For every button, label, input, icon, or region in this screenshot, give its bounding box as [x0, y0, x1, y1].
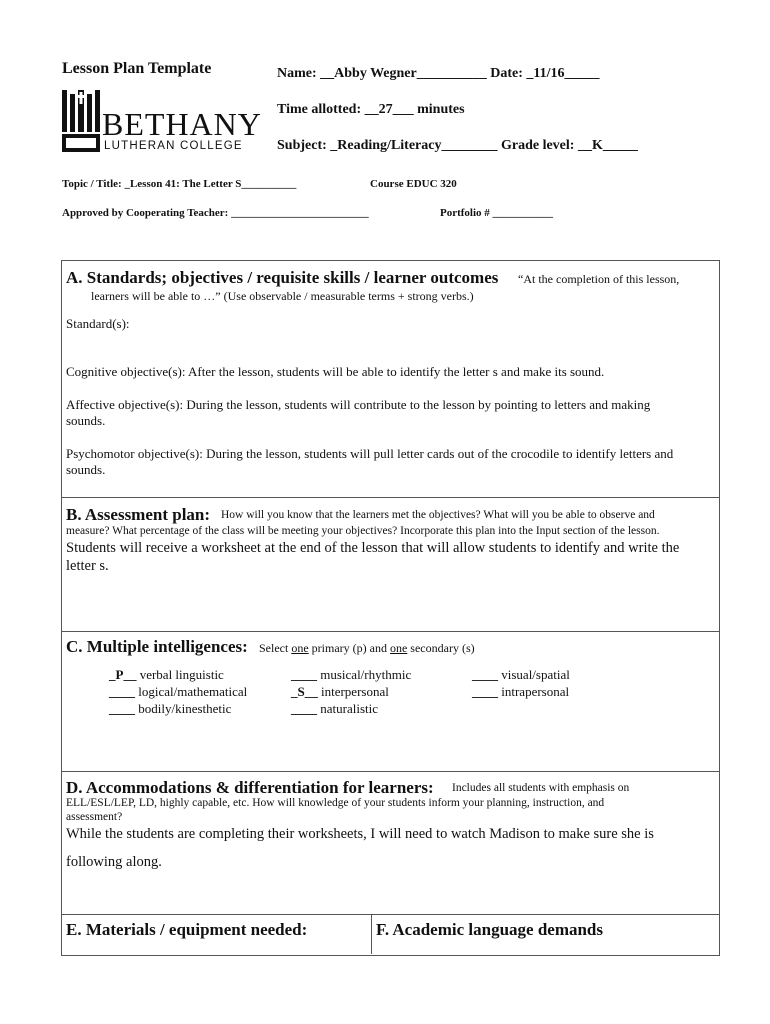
- mi-label: naturalistic: [317, 701, 379, 716]
- mi-label: interpersonal: [317, 684, 389, 699]
- section-a-heading: A. Standards; objectives / requisite skills / learner outcomes: [66, 268, 499, 287]
- mi-mark: ____: [472, 667, 498, 682]
- mi-intrapersonal: [472, 684, 569, 700]
- mi-mark: ____: [109, 684, 135, 699]
- psychomotor-objective-cont: sounds.: [66, 462, 106, 477]
- mi-mark: ____: [291, 701, 317, 716]
- section-c-prompt: [259, 641, 475, 656]
- logo-wordmark: BETHANY: [102, 106, 262, 142]
- section-e-heading: E. Materials / equipment needed:: [66, 920, 308, 939]
- bethany-logo: [62, 90, 272, 156]
- mi-interpersonal: [291, 684, 389, 700]
- section-a-intro: “At the completion of this lesson,: [518, 272, 680, 286]
- logo-subtitle: LUTHERAN COLLEGE: [104, 140, 243, 152]
- time-allotted-line: Time allotted: __27___ minutes: [277, 102, 465, 117]
- affective-objective-cont: sounds.: [66, 413, 106, 428]
- page-title: Lesson Plan Template: [62, 60, 212, 77]
- section-a-intro-cont: learners will be able to …” (Use observable / measurable terms + strong verbs.): [91, 289, 474, 303]
- assessment-answer: Students will receive a worksheet at the end of the lesson that will allow students to identify and write the: [66, 540, 680, 556]
- mi-label: musical/rhythmic: [317, 667, 412, 682]
- mi-label: verbal linguistic: [136, 667, 224, 682]
- topic-title-line: Topic / Title: _Lesson 41: The Letter S__________: [62, 178, 297, 190]
- section-d-heading: D. Accommodations & differentiation for learners:: [66, 778, 434, 797]
- logo-emblem-icon: [62, 90, 100, 152]
- prompt-one-primary: one: [291, 641, 309, 655]
- mi-logical-mathematical: [109, 684, 247, 700]
- standards-label: Standard(s):: [66, 316, 130, 331]
- cognitive-objective: Cognitive objective(s): After the lesson, students will be able to identify the letter s and make its sound.: [66, 364, 605, 379]
- accommodations-answer-cont: following along.: [66, 854, 162, 870]
- mi-visual-spatial: [472, 667, 570, 683]
- subject-grade-line: Subject: _Reading/Literacy________ Grade level: __K_____: [277, 138, 638, 153]
- mi-mark: ____: [472, 684, 498, 699]
- section-ef-divider: [371, 914, 372, 954]
- psychomotor-objective: Psychomotor objective(s): During the lesson, students will pull letter cards out of the crocodile to identify letters and: [66, 446, 674, 461]
- mi-verbal-linguistic: [109, 667, 224, 683]
- mi-label: visual/spatial: [498, 667, 570, 682]
- assessment-answer-cont: letter s.: [66, 558, 109, 574]
- prompt-select: Select: [259, 641, 289, 655]
- accommodations-answer: While the students are completing their worksheets, I will need to watch Madison to make sure she is: [66, 826, 654, 842]
- section-b-heading: B. Assessment plan:: [66, 505, 211, 524]
- mi-mark: _P__: [109, 667, 137, 682]
- section-d-prompt: Includes all students with emphasis on: [452, 782, 630, 794]
- mi-mark: ____: [291, 667, 317, 682]
- mi-label: bodily/kinesthetic: [135, 701, 232, 716]
- section-d-prompt-cont: ELL/ESL/LEP, LD, highly capable, etc. How will knowledge of your students inform your planning, instruction, and: [66, 797, 605, 809]
- mi-label: logical/mathematical: [135, 684, 248, 699]
- course-line: Course EDUC 320: [370, 178, 457, 190]
- mi-naturalistic: [291, 701, 378, 717]
- portfolio-line: Portfolio # ___________: [440, 207, 554, 219]
- approved-by-line: Approved by Cooperating Teacher: _________________________: [62, 207, 369, 219]
- mi-bodily-kinesthetic: [109, 701, 231, 717]
- mi-musical-rhythmic: [291, 667, 411, 683]
- mi-label: intrapersonal: [498, 684, 570, 699]
- prompt-one-secondary: one: [389, 641, 408, 655]
- section-f-heading: F. Academic language demands: [376, 920, 604, 939]
- section-b-prompt-cont: measure? What percentage of the class will be meeting your objectives? Incorporate this plan into the Input section of the lesson.: [66, 525, 660, 537]
- mi-mark: _S__: [291, 684, 318, 699]
- affective-objective: Affective objective(s): During the lesson, students will contribute to the lesson by pointing to letters and making: [66, 397, 651, 412]
- prompt-primary: primary (p) and: [311, 641, 387, 655]
- mi-mark: ____: [109, 701, 135, 716]
- section-c-heading: C. Multiple intelligences:: [66, 637, 248, 656]
- prompt-secondary: secondary (s): [410, 641, 475, 655]
- section-d-prompt-end: assessment?: [66, 811, 123, 823]
- section-b-prompt: How will you know that the learners met the objectives? What will you be able to observe and: [221, 509, 655, 521]
- name-date-line: Name: __Abby Wegner__________ Date: _11/16_____: [277, 66, 600, 81]
